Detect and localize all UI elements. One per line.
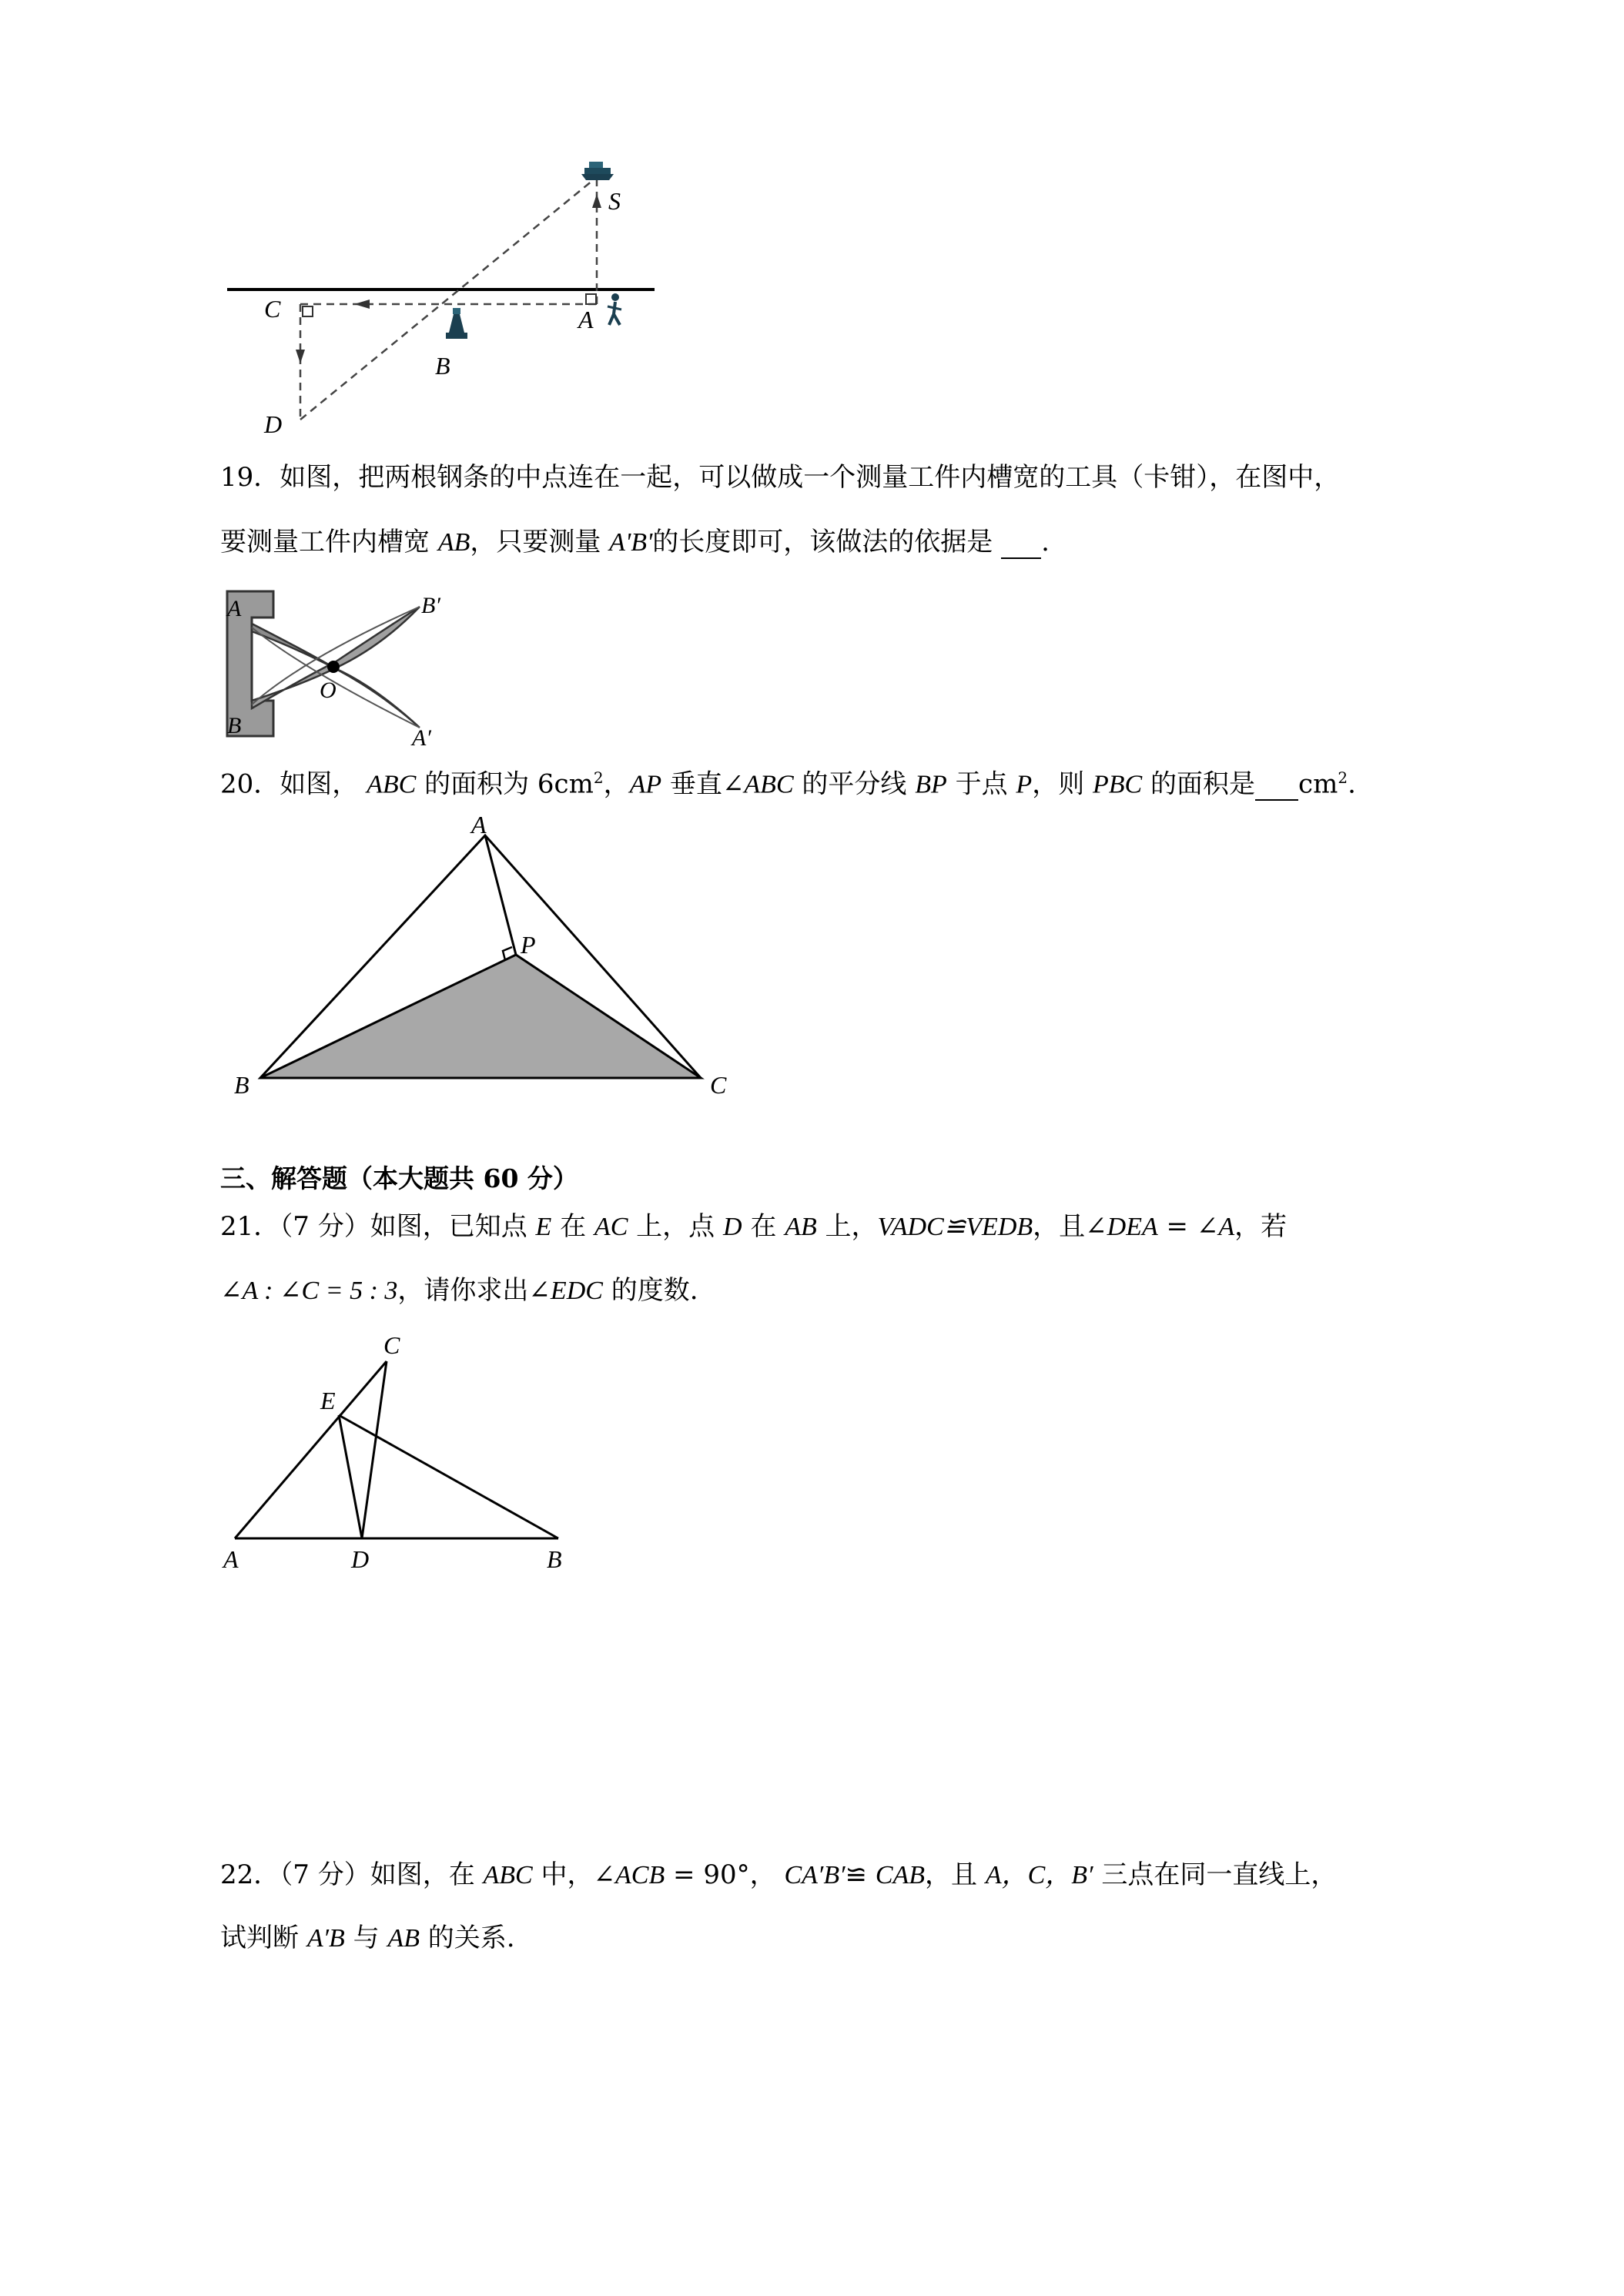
q22-line2: 试判断 A′B 与 AB 的关系. [220,1923,515,1953]
answer-blank-19[interactable] [1001,527,1041,559]
q21-line2: ∠A : ∠C = 5 : 3，请你求出∠EDC 的度数. [220,1275,698,1306]
label-Bprime: B′ [421,593,440,618]
section-heading: 三、解答题（本大题共 60 分） [220,1163,578,1193]
label-C: C [264,295,281,323]
pivot-O [327,661,340,673]
label-A: A [223,1545,239,1571]
label-C: C [710,1071,727,1099]
label-D: D [351,1545,370,1571]
label-B: B [234,1071,249,1099]
label-A: A [471,816,487,838]
label-C: C [383,1331,400,1359]
label-Aprime: A′ [412,725,431,747]
person-icon [608,293,621,325]
q19-line2: 要测量工件内槽宽 AB，只要测量 A'B'的长度即可，该做法的依据是 . [220,527,1050,557]
q19-line1: 19．如图，把两根钢条的中点连在一起，可以做成一个测量工件内槽宽的工具（卡钳），在图中， [220,462,1341,493]
answer-blank-20[interactable] [1255,768,1298,801]
label-B: B [547,1545,562,1571]
label-D: D [264,410,283,438]
marker-cone-icon [446,308,467,339]
figure-21 [216,1324,585,1571]
label-B: B [227,713,242,738]
label-O: O [320,678,337,703]
ship-icon [581,162,614,180]
label-E: E [320,1387,336,1414]
q22-line1: 22．（7 分）如图，在 ABC 中，∠ACB = 90°， CA′B′≌ CAB，且 A，C，B′ 三点在同一直线上， [220,1859,1338,1890]
label-A: A [578,306,594,333]
figure-20 [223,816,747,1101]
shaded-triangle-PBC [260,955,701,1078]
label-A: A [227,596,242,621]
label-P: P [521,931,536,959]
q20-text: 20．如图， ABC 的面积为 $6cm^2$，AP 垂直∠ABC 的平分线 BP 于点 P，则 PBC 的面积是 $cm^2$. [220,768,1356,800]
q21-line1: 21．（7 分）如图，已知点 E 在 AC 上，点 D 在 AB 上，VADC≌VEDB，且∠DEA = ∠A，若 [220,1211,1287,1242]
figure-18 [219,154,666,439]
figure-19 [219,585,450,747]
label-B: B [435,352,450,380]
label-S: S [608,187,621,215]
